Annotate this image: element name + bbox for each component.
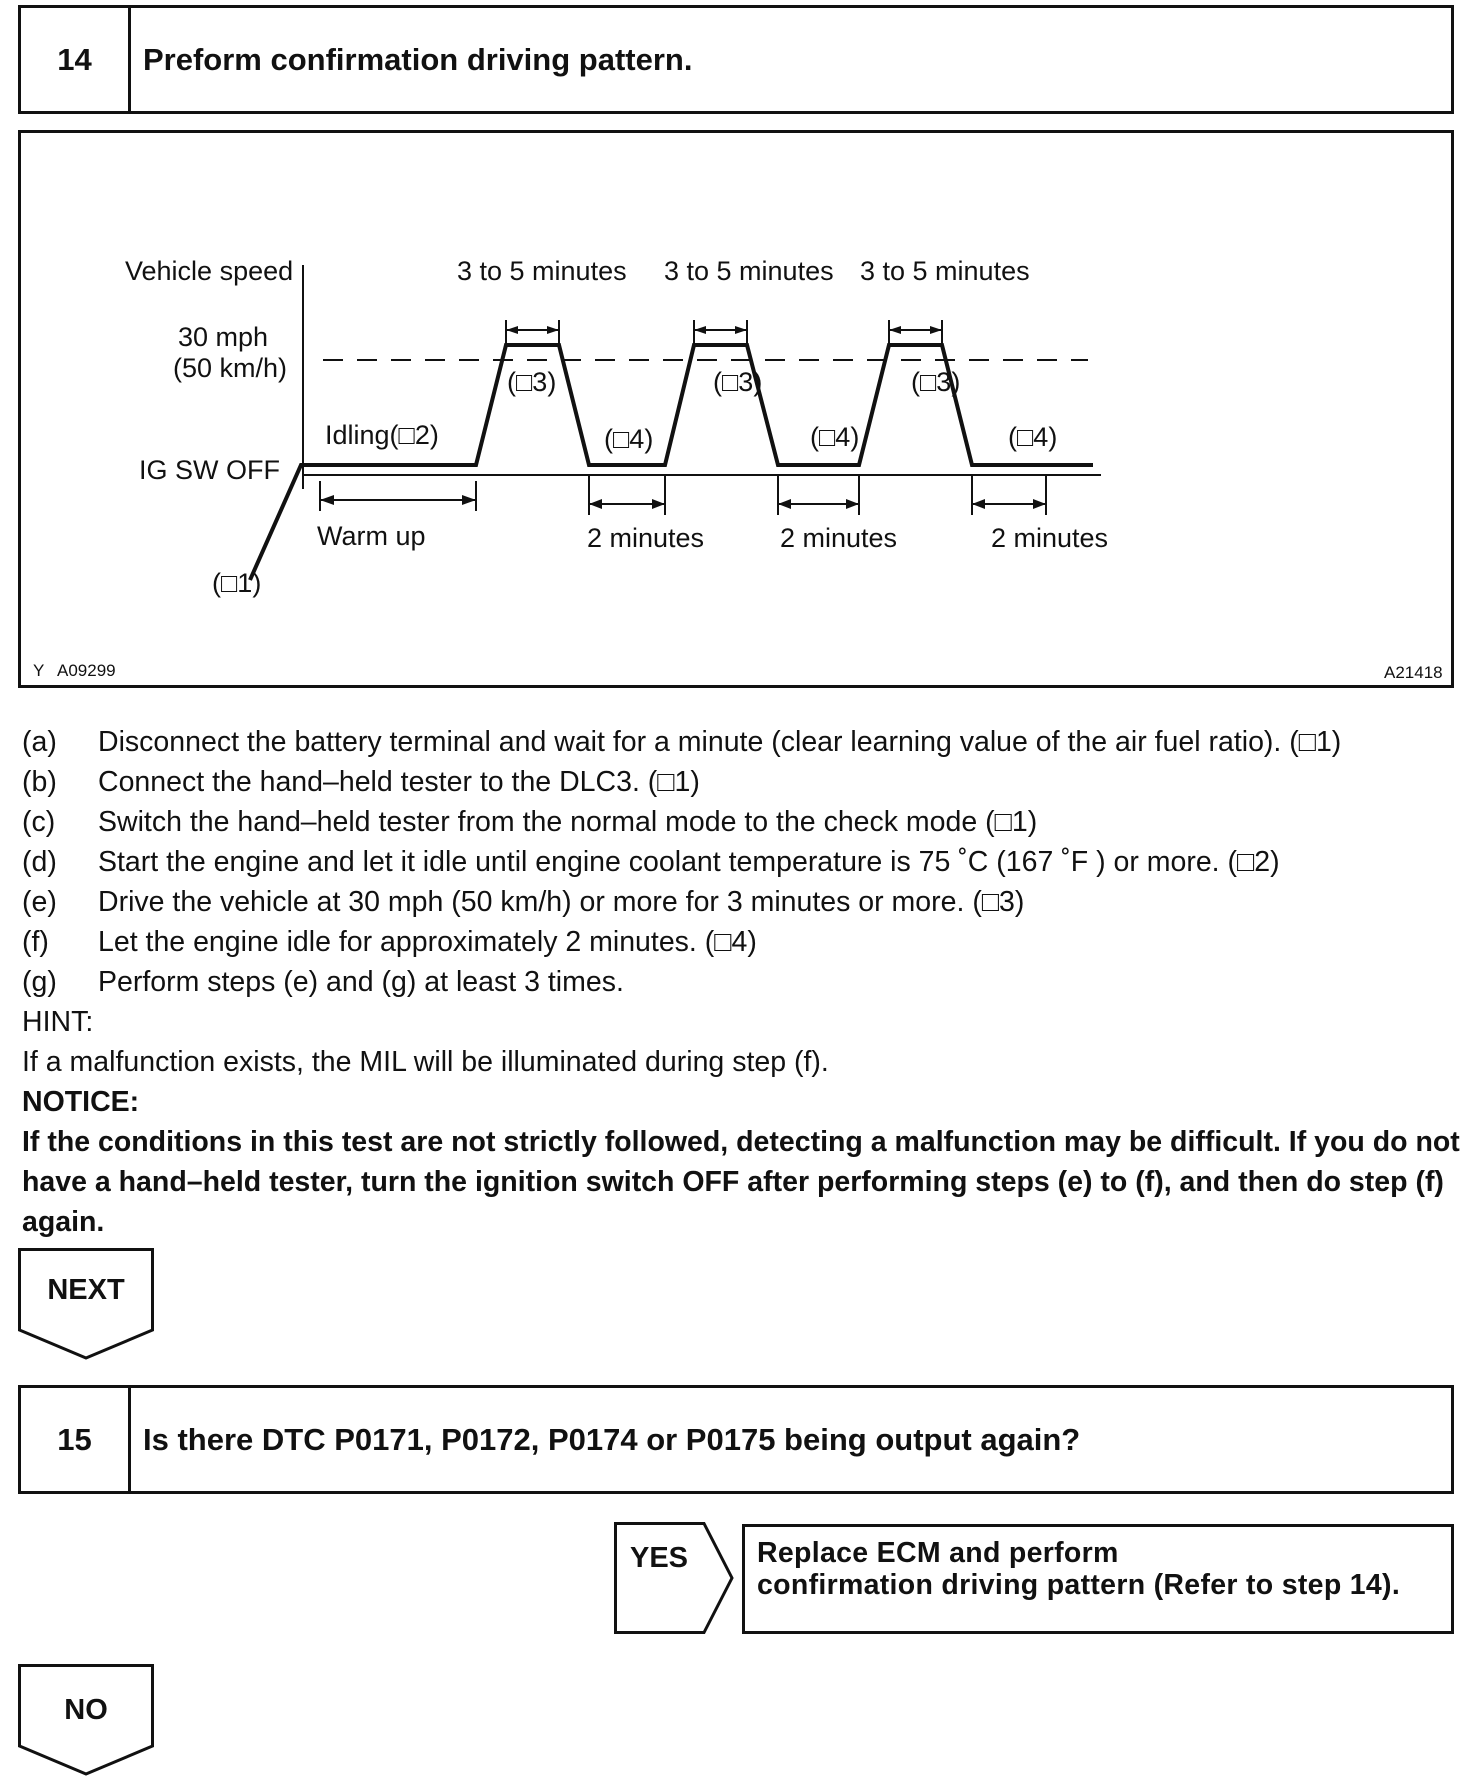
instruction-row	[22, 722, 1462, 762]
instruction-key: (d)	[22, 846, 57, 878]
instruction-key: (f)	[22, 926, 49, 958]
instruction-text: Disconnect the battery terminal and wait for a minute (clear learning value of the air fuel ratio). (□1)	[98, 726, 1342, 758]
step-title: Preform confirmation driving pattern.	[143, 41, 693, 77]
instruction-row	[22, 882, 1462, 922]
instruction-key: (a)	[22, 726, 57, 758]
yes-label: YES	[629, 1542, 689, 1574]
step-15-header	[18, 1385, 1454, 1494]
instruction-row	[22, 922, 1462, 962]
step-number: 14	[21, 8, 131, 111]
instruction-key: (b)	[22, 766, 57, 798]
idle-duration-dimensions	[589, 475, 1046, 515]
drive-label-3: (□3)	[911, 367, 961, 397]
figure-code-left: A09299	[57, 661, 116, 680]
drive-duration-dimensions	[506, 320, 942, 347]
no-label: NO	[64, 1694, 108, 1726]
duration-top-2: 3 to 5 minutes	[664, 256, 834, 286]
instruction-key: (c)	[22, 806, 56, 838]
instruction-row	[22, 802, 1462, 842]
next-flow-marker	[18, 1248, 154, 1360]
figure-code-prefix: Y	[33, 661, 45, 680]
instruction-text: Let the engine idle for approximately 2 minutes. (□4)	[98, 926, 757, 958]
instruction-row	[22, 962, 1462, 1002]
yes-result-line-1: Replace ECM and perform	[757, 1537, 1119, 1569]
no-flow-marker	[18, 1664, 154, 1776]
yes-flow-marker	[614, 1522, 734, 1634]
duration-bottom-3: 2 minutes	[991, 523, 1109, 553]
idling-label: Idling(□2)	[325, 420, 439, 450]
instruction-text: Start the engine and let it idle until engine coolant temperature is 75 ˚C (167 ˚F ) or more. (□2)	[98, 846, 1280, 878]
instruction-block	[22, 722, 1462, 1242]
instruction-row	[22, 842, 1462, 882]
hint-label: HINT:	[22, 1006, 94, 1038]
step-14-header	[18, 5, 1454, 114]
next-label: NEXT	[47, 1274, 125, 1306]
notice-label: NOTICE:	[22, 1086, 140, 1118]
notice-text: If the conditions in this test are not strictly followed, detecting a malfunction may be difficult. If you do not have a hand–held tester, turn the ignition switch OFF after performing steps (e) to (f), and then do step (f) again.	[22, 1126, 1460, 1238]
drive-label-1: (□3)	[507, 367, 557, 397]
instruction-text: Connect the hand–held tester to the DLC3. (□1)	[98, 766, 700, 798]
step-title: Is there DTC P0171, P0172, P0174 or P0175 being output again?	[143, 1421, 1081, 1457]
speed-label-kmh: (50 km/h)	[173, 353, 288, 383]
instruction-key: (e)	[22, 886, 57, 918]
duration-bottom-2: 2 minutes	[780, 523, 898, 553]
figure-code-right: A21418	[1384, 663, 1443, 682]
instruction-row	[22, 762, 1462, 802]
idle-label-1: (□4)	[604, 424, 654, 454]
instruction-text: Perform steps (e) and (g) at least 3 times.	[98, 966, 624, 998]
instruction-text: Drive the vehicle at 30 mph (50 km/h) or more for 3 minutes or more. (□3)	[98, 886, 1025, 918]
drive-label-2: (□3)	[713, 367, 763, 397]
y-axis-label: Vehicle speed	[125, 256, 294, 286]
duration-top-3: 3 to 5 minutes	[860, 256, 1030, 286]
instruction-key: (g)	[22, 966, 57, 998]
idle-label-3: (□4)	[1008, 422, 1058, 452]
hint-text: If a malfunction exists, the MIL will be illuminated during step (f).	[22, 1046, 829, 1078]
ig-sw-off-label: IG SW OFF	[139, 455, 280, 485]
speed-label-mph: 30 mph	[178, 322, 269, 352]
duration-top-1: 3 to 5 minutes	[457, 256, 627, 286]
step1-label: (□1)	[212, 568, 262, 598]
step-number: 15	[21, 1388, 131, 1491]
instruction-text: Switch the hand–held tester from the normal mode to the check mode (□1)	[98, 806, 1038, 838]
yes-result-line-2: confirmation driving pattern (Refer to step 14).	[757, 1569, 1401, 1601]
yes-result-box	[742, 1524, 1454, 1634]
idle-label-2: (□4)	[810, 422, 860, 452]
duration-bottom-1: 2 minutes	[587, 523, 705, 553]
driving-pattern-diagram	[18, 130, 1454, 688]
warmup-label: Warm up	[317, 521, 426, 551]
